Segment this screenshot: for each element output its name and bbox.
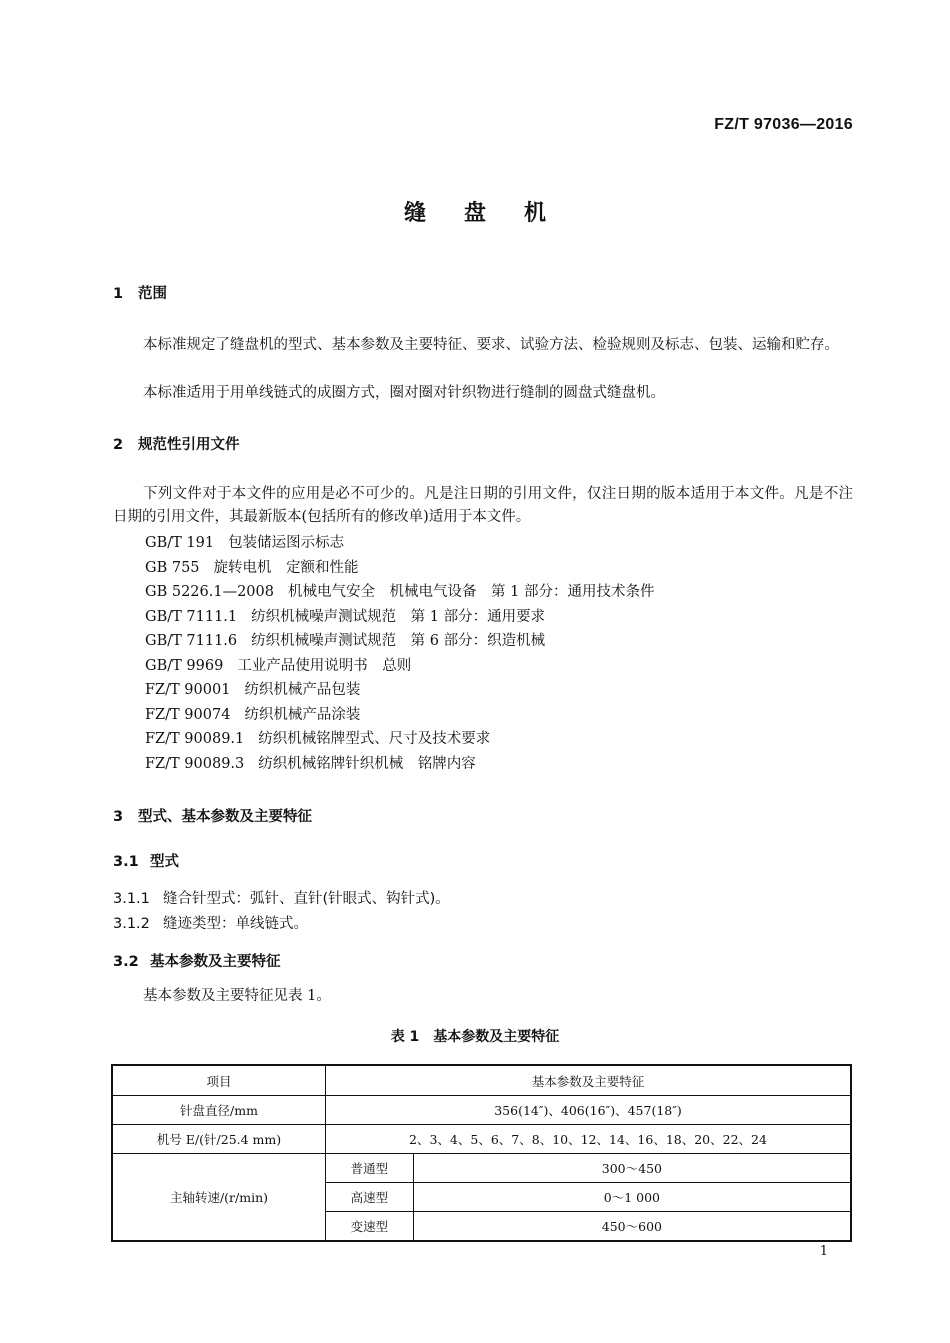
table-header-row <box>112 1065 851 1096</box>
reference-code: GB/T 9969 <box>145 657 224 674</box>
section-number: 1 <box>113 286 124 302</box>
header-item: 项目 <box>112 1065 326 1096</box>
reference-item <box>145 605 654 630</box>
reference-title: 机械电气安全 机械电气设备 第 1 部分：通用技术条件 <box>288 584 655 600</box>
section-title: 型式、基本参数及主要特征 <box>138 809 312 825</box>
reference-title: 旋转电机 定额和性能 <box>213 559 359 576</box>
reference-code: FZ/T 90089.3 <box>145 755 245 772</box>
section-1-heading <box>113 282 167 303</box>
reference-code: FZ/T 90074 <box>145 706 231 723</box>
reference-item <box>145 727 654 752</box>
row-label: 机号 E/(针/25.4 mm) <box>112 1125 326 1154</box>
sub-type: 高速型 <box>326 1183 414 1212</box>
normative-references-list <box>145 531 654 776</box>
table-caption: 表 1 基本参数及主要特征 <box>390 1029 560 1045</box>
sub-type: 普通型 <box>326 1154 414 1183</box>
reference-title: 纺织机械产品涂装 <box>244 706 361 723</box>
reference-code: FZ/T 90089.1 <box>145 731 245 747</box>
table-row <box>112 1096 851 1125</box>
section-title: 基本参数及主要特征 <box>150 954 281 970</box>
reference-title: 纺织机械噪声测试规范 第 1 部分：通用要求 <box>251 608 546 625</box>
reference-title: 纺织机械产品包装 <box>244 682 361 698</box>
standard-number: FZ/T 97036—2016 <box>714 116 853 133</box>
table-row <box>112 1154 851 1183</box>
reference-item <box>145 752 654 777</box>
row-value: 2、3、4、5、6、7、8、10、12、14、16、18、20、22、24 <box>326 1125 852 1154</box>
row-label: 针盘直径/mm <box>112 1096 326 1125</box>
clause-number: 3.1.2 <box>113 916 150 932</box>
section-3-heading <box>113 805 312 826</box>
section-number: 3 <box>113 809 124 825</box>
row-value: 300～450 <box>413 1154 851 1183</box>
reference-item <box>145 556 654 581</box>
section-title: 型式 <box>150 854 179 870</box>
table-row <box>112 1125 851 1154</box>
clause-text: 缝合针型式：弧针、直针(针眼式、钩针式)。 <box>163 891 450 907</box>
section-3-2-text: 基本参数及主要特征见表 1。 <box>143 988 331 1004</box>
reference-item <box>145 654 654 679</box>
section-2-heading <box>113 433 240 454</box>
section-title: 规范性引用文件 <box>138 437 240 453</box>
reference-item <box>145 678 654 703</box>
section-1-paragraph-2: 本标准适用于用单线链式的成圈方式，圈对圈对针织物进行缝制的圆盘式缝盘机。 <box>143 385 665 401</box>
reference-title: 纺织机械铭牌针织机械 铭牌内容 <box>258 755 476 772</box>
row-value: 0～1 000 <box>413 1183 851 1212</box>
reference-title: 包装储运图示标志 <box>228 535 345 551</box>
parameters-table <box>111 1064 852 1242</box>
section-number: 3.2 <box>113 954 139 970</box>
clause-text: 缝迹类型：单线链式。 <box>163 916 308 932</box>
section-3-1-heading <box>113 850 179 871</box>
page-number: 1 <box>819 1244 828 1259</box>
reference-item <box>145 580 654 605</box>
reference-code: GB 5226.1—2008 <box>145 584 274 600</box>
reference-title: 纺织机械噪声测试规范 第 6 部分：织造机械 <box>251 633 546 649</box>
row-value: 356(14″)、406(16″)、457(18″) <box>326 1096 852 1125</box>
reference-item <box>145 629 654 654</box>
reference-code: GB/T 7111.6 <box>145 633 238 649</box>
header-spec: 基本参数及主要特征 <box>326 1065 852 1096</box>
reference-code: GB/T 191 <box>145 535 215 551</box>
section-3-2-heading <box>113 950 281 971</box>
reference-code: GB/T 7111.1 <box>145 608 238 625</box>
section-number: 3.1 <box>113 854 139 870</box>
section-number: 2 <box>113 437 124 453</box>
section-2-intro: 下列文件对于本文件的应用是必不可少的。凡是注日期的引用文件，仅注日期的版本适用于本文件。凡是不注日期的引用文件，其最新版本(包括所有的修改单)适用于本文件。 <box>113 486 853 525</box>
sub-type: 变速型 <box>326 1212 414 1242</box>
reference-item <box>145 703 654 728</box>
reference-code: FZ/T 90001 <box>145 682 231 698</box>
clause-3-1-2 <box>113 912 308 933</box>
reference-title: 工业产品使用说明书 总则 <box>237 657 412 674</box>
clause-number: 3.1.1 <box>113 891 150 907</box>
row-label: 主轴转速/(r/min) <box>112 1154 326 1242</box>
reference-title: 纺织机械铭牌型式、尺寸及技术要求 <box>258 731 491 747</box>
document-title: 缝盘机 <box>403 201 584 226</box>
section-1-paragraph-1: 本标准规定了缝盘机的型式、基本参数及主要特征、要求、试验方法、检验规则及标志、包装、运输和贮存。 <box>143 337 839 353</box>
reference-code: GB 755 <box>145 559 200 576</box>
row-value: 450～600 <box>413 1212 851 1242</box>
section-title: 范围 <box>138 286 167 302</box>
reference-item <box>145 531 654 556</box>
clause-3-1-1 <box>113 887 450 908</box>
